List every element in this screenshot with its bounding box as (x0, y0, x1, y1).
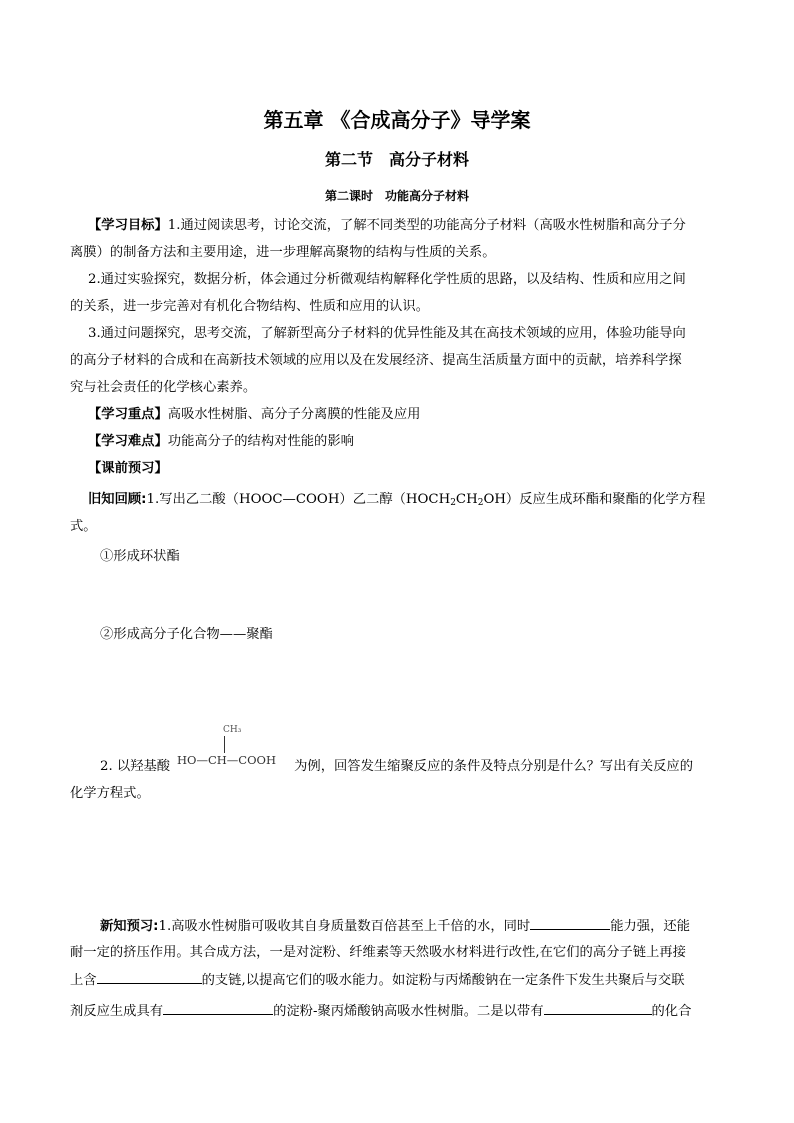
lesson-title: 第二课时 功能高分子材料 (324, 189, 469, 203)
new-preview-line-4 (70, 1000, 730, 1023)
new-preview-line-1 (70, 915, 730, 938)
objective-2-text-a: 2.通过实验探究，数据分析，体会通过分析微观结构解释化学性质的思路，以及结构、性质和应用之间 (88, 272, 686, 287)
objective-2-line-2: 的关系，进一步完善对有机化合物结构、性质和应用的认识。 (70, 299, 430, 314)
objective-2-line-1 (70, 269, 730, 291)
review-q2-post: 为例，回答发生缩聚反应的条件及特点分别是什么？写出有关反应的 (294, 759, 694, 774)
preview-label: 【课前预习】 (88, 461, 168, 476)
review-q1-end: OH）反应生成环酯和聚酯的化学方程 (483, 492, 706, 507)
review-label: 旧知回顾: (88, 492, 147, 507)
chapter-title: 第五章 《合成高分子》导学案 (263, 108, 531, 132)
review-q2-line-2: 化学方程式。 (70, 786, 150, 801)
review-item2-text: ②形成高分子化合物——聚酯 (100, 627, 273, 642)
key-points-text: 高吸水性树脂、高分子分离膜的性能及应用 (167, 407, 421, 422)
review-item-polyester (70, 624, 730, 646)
objective-1-line-1 (70, 215, 730, 237)
new-preview-line-2: 耐一定的挤压作用。其合成方法，一是对淀粉、纤维素等天然吸水材料进行改性,在它们的高分子链上再接 (70, 945, 686, 960)
ch3-label: CH₃ (223, 725, 242, 735)
review-item-cyclic-ester (70, 546, 730, 568)
new-preview-l4-a: 剂反应生成具有 (70, 1004, 164, 1019)
objective-1-line-2: 离膜）的制备方法和主要用途，进一步理解高聚物的结构与性质的关系。 (70, 245, 496, 260)
blank-1[interactable] (530, 915, 610, 930)
blank-2[interactable] (97, 969, 202, 984)
section-title: 第二节 高分子材料 (324, 150, 469, 169)
objective-3-line-1 (70, 323, 730, 345)
difficulties-label: 【学习难点】 (88, 434, 168, 449)
main-chain-label: HO—CH—COOH (177, 753, 276, 767)
new-preview-l3-a: 上含 (70, 973, 97, 988)
review-q2-line-1 (70, 756, 730, 778)
objective-1-text-a: 1.通过阅读思考，讨论交流，了解不同类型的功能高分子材料（高吸水性树脂和高分子分 (167, 218, 686, 233)
review-q1-sub2: 2 (477, 498, 484, 508)
new-preview-l4-b: 的淀粉-聚丙烯酸钠高吸水性树脂。二是以带有 (273, 1004, 544, 1019)
key-points (70, 404, 730, 426)
review-q1-line-1 (70, 489, 730, 514)
new-preview-l4-c: 的化合 (651, 1004, 692, 1019)
blank-4[interactable] (544, 1000, 652, 1015)
new-preview-l3-b: 的支链,以提高它们的吸水能力。如淀粉与丙烯酸钠在一定条件下发生共聚后与交联 (201, 973, 685, 988)
key-points-label: 【学习重点】 (88, 407, 168, 422)
review-q2-pre: 2. 以羟基酸 (100, 759, 171, 774)
review-q1-line-2: 式。 (70, 519, 97, 534)
new-preview-l1-b: 能力强，还能 (610, 919, 690, 934)
difficulties-text: 功能高分子的结构对性能的影响 (167, 434, 354, 449)
new-preview-line-3 (70, 969, 730, 992)
objectives-label: 【学习目标】 (88, 218, 168, 233)
review-q1-mid: CH (455, 492, 478, 507)
review-q1-a: 1.写出乙二酸（HOOC—COOH）乙二醇（HOCH (146, 492, 451, 507)
objective-3-text-a: 3.通过问题探究，思考交流，了解新型高分子材料的优异性能及其在高技术领域的应用，体验功能导向 (88, 326, 686, 341)
objective-3-line-2: 的高分子材料的合成和在高新技术领域的应用以及在发展经济、提高生活质量方面中的贡献，培养科学探 (70, 353, 682, 368)
blank-3[interactable] (163, 1000, 273, 1015)
new-preview-l1-a: 1.高吸水性树脂可吸收其自身质量数百倍甚至上千倍的水，同时 (158, 919, 531, 934)
difficulties (70, 431, 730, 453)
review-item1-text: ①形成环状酯 (100, 549, 180, 564)
review-q1-sub1: 2 (450, 498, 456, 508)
preview-heading (70, 458, 730, 480)
new-preview-label: 新知预习: (100, 919, 159, 934)
objective-3-line-3: 究与社会责任的化学核心素养。 (70, 380, 257, 395)
